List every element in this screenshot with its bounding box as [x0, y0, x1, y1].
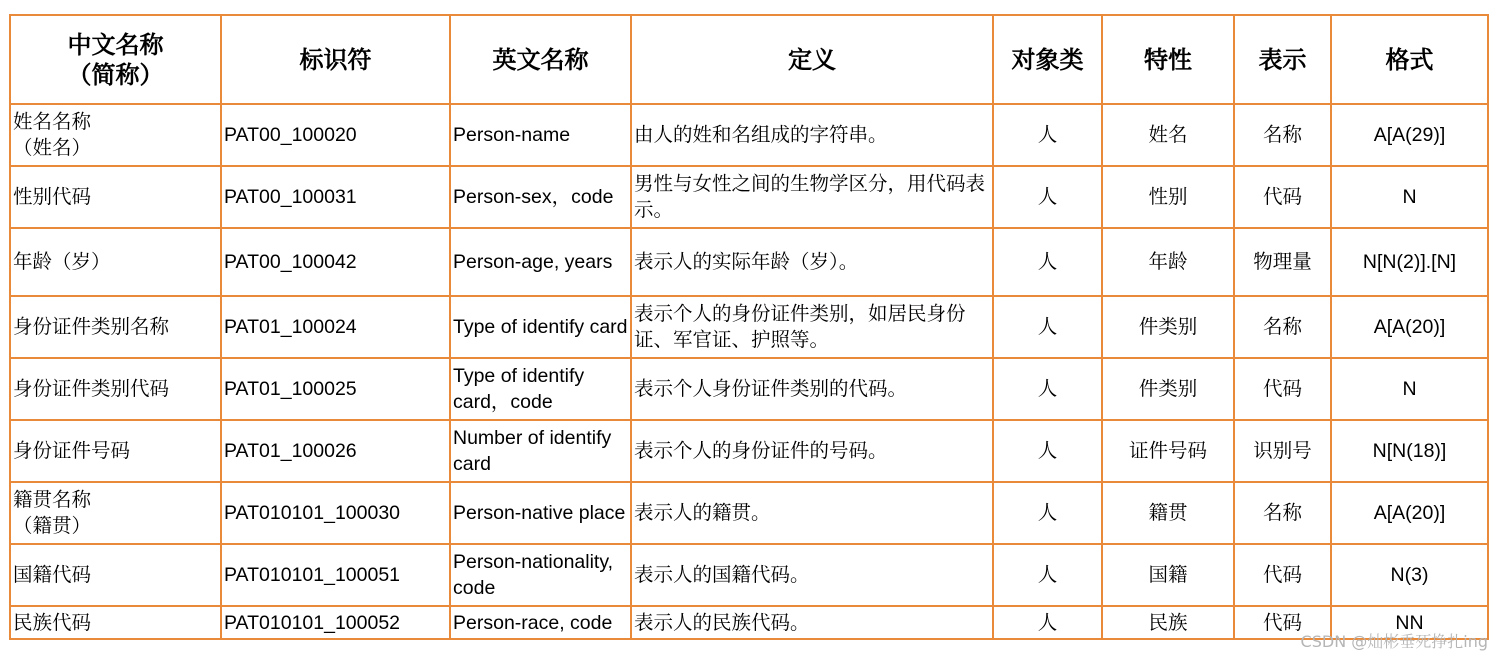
header-cell-definition: 定义 — [631, 15, 993, 104]
cell-definition: 表示人的籍贯。 — [631, 482, 993, 544]
cell-property: 年龄 — [1102, 228, 1234, 296]
cell-definition: 表示个人身份证件类别的代码。 — [631, 358, 993, 420]
cell-identifier: PAT01_100024 — [221, 296, 450, 358]
cell-object-class: 人 — [993, 166, 1102, 228]
cell-representation: 名称 — [1234, 296, 1331, 358]
cell-cn-name: 姓名名称 （姓名） — [10, 104, 221, 166]
cell-property: 姓名 — [1102, 104, 1234, 166]
cell-property: 性别 — [1102, 166, 1234, 228]
header-cell-cn-name: 中文名称 （简称） — [10, 15, 221, 104]
cell-definition: 表示个人的身份证件的号码。 — [631, 420, 993, 482]
cell-en-name: Person-race, code — [450, 606, 631, 639]
cell-property: 民族 — [1102, 606, 1234, 639]
cell-definition: 由人的姓和名组成的字符串。 — [631, 104, 993, 166]
table-row — [10, 482, 1488, 544]
cell-cn-name: 性别代码 — [10, 166, 221, 228]
cell-definition: 表示人的国籍代码。 — [631, 544, 993, 606]
header-cell-representation: 表示 — [1234, 15, 1331, 104]
header-cell-identifier: 标识符 — [221, 15, 450, 104]
cell-cn-name: 身份证件号码 — [10, 420, 221, 482]
header-cell-en-name: 英文名称 — [450, 15, 631, 104]
cell-en-name: Person-native place — [450, 482, 631, 544]
cell-object-class: 人 — [993, 420, 1102, 482]
document-page — [9, 14, 1489, 640]
header-cell-object-class: 对象类 — [993, 15, 1102, 104]
table-row — [10, 358, 1488, 420]
table-row — [10, 420, 1488, 482]
cell-format: N(3) — [1331, 544, 1488, 606]
cell-format: N[N(2)].[N] — [1331, 228, 1488, 296]
cell-object-class: 人 — [993, 228, 1102, 296]
cell-identifier: PAT010101_100052 — [221, 606, 450, 639]
cell-property: 件类别 — [1102, 358, 1234, 420]
cell-identifier: PAT010101_100030 — [221, 482, 450, 544]
cell-object-class: 人 — [993, 544, 1102, 606]
cell-representation: 名称 — [1234, 104, 1331, 166]
table-row — [10, 104, 1488, 166]
cell-en-name: Person-age, years — [450, 228, 631, 296]
cell-object-class: 人 — [993, 296, 1102, 358]
cell-cn-name: 民族代码 — [10, 606, 221, 639]
data-element-table — [9, 14, 1489, 640]
cell-en-name: Person-sex，code — [450, 166, 631, 228]
cell-identifier: PAT00_100020 — [221, 104, 450, 166]
cell-format: A[A(20)] — [1331, 482, 1488, 544]
table-row — [10, 296, 1488, 358]
cell-identifier: PAT01_100025 — [221, 358, 450, 420]
cell-en-name: Type of identify card — [450, 296, 631, 358]
cell-format: NN — [1331, 606, 1488, 639]
cell-property: 国籍 — [1102, 544, 1234, 606]
cell-format: N — [1331, 358, 1488, 420]
cell-definition: 表示人的民族代码。 — [631, 606, 993, 639]
cell-en-name: Person-nationality, code — [450, 544, 631, 606]
header-cell-format: 格式 — [1331, 15, 1488, 104]
table-row — [10, 606, 1488, 639]
cell-en-name: Number of identify card — [450, 420, 631, 482]
cell-representation: 物理量 — [1234, 228, 1331, 296]
cell-object-class: 人 — [993, 482, 1102, 544]
cell-cn-name: 年龄（岁） — [10, 228, 221, 296]
cell-format: A[A(29)] — [1331, 104, 1488, 166]
cell-definition: 表示个人的身份证件类别，如居民身份证、军官证、护照等。 — [631, 296, 993, 358]
cell-identifier: PAT010101_100051 — [221, 544, 450, 606]
table-header-row — [10, 15, 1488, 104]
cell-representation: 代码 — [1234, 358, 1331, 420]
cell-cn-name: 身份证件类别代码 — [10, 358, 221, 420]
cell-object-class: 人 — [993, 606, 1102, 639]
cell-representation: 名称 — [1234, 482, 1331, 544]
cell-en-name: Person-name — [450, 104, 631, 166]
table-row — [10, 544, 1488, 606]
cell-en-name: Type of identify card，code — [450, 358, 631, 420]
table-row — [10, 228, 1488, 296]
table-row — [10, 166, 1488, 228]
cell-definition: 男性与女性之间的生物学区分，用代码表示。 — [631, 166, 993, 228]
cell-representation: 识别号 — [1234, 420, 1331, 482]
cell-cn-name: 籍贯名称 （籍贯） — [10, 482, 221, 544]
cell-object-class: 人 — [993, 104, 1102, 166]
cell-definition: 表示人的实际年龄（岁）。 — [631, 228, 993, 296]
cell-property: 籍贯 — [1102, 482, 1234, 544]
cell-cn-name: 身份证件类别名称 — [10, 296, 221, 358]
cell-cn-name: 国籍代码 — [10, 544, 221, 606]
cell-format: N[N(18)] — [1331, 420, 1488, 482]
cell-identifier: PAT00_100042 — [221, 228, 450, 296]
cell-object-class: 人 — [993, 358, 1102, 420]
cell-property: 件类别 — [1102, 296, 1234, 358]
cell-representation: 代码 — [1234, 606, 1331, 639]
cell-identifier: PAT01_100026 — [221, 420, 450, 482]
header-cell-property: 特性 — [1102, 15, 1234, 104]
csdn-watermark: CSDN @灿彬垂死挣扎ing — [1300, 632, 1488, 651]
cell-representation: 代码 — [1234, 544, 1331, 606]
cell-identifier: PAT00_100031 — [221, 166, 450, 228]
cell-format: N — [1331, 166, 1488, 228]
cell-format: A[A(20)] — [1331, 296, 1488, 358]
cell-property: 证件号码 — [1102, 420, 1234, 482]
cell-representation: 代码 — [1234, 166, 1331, 228]
